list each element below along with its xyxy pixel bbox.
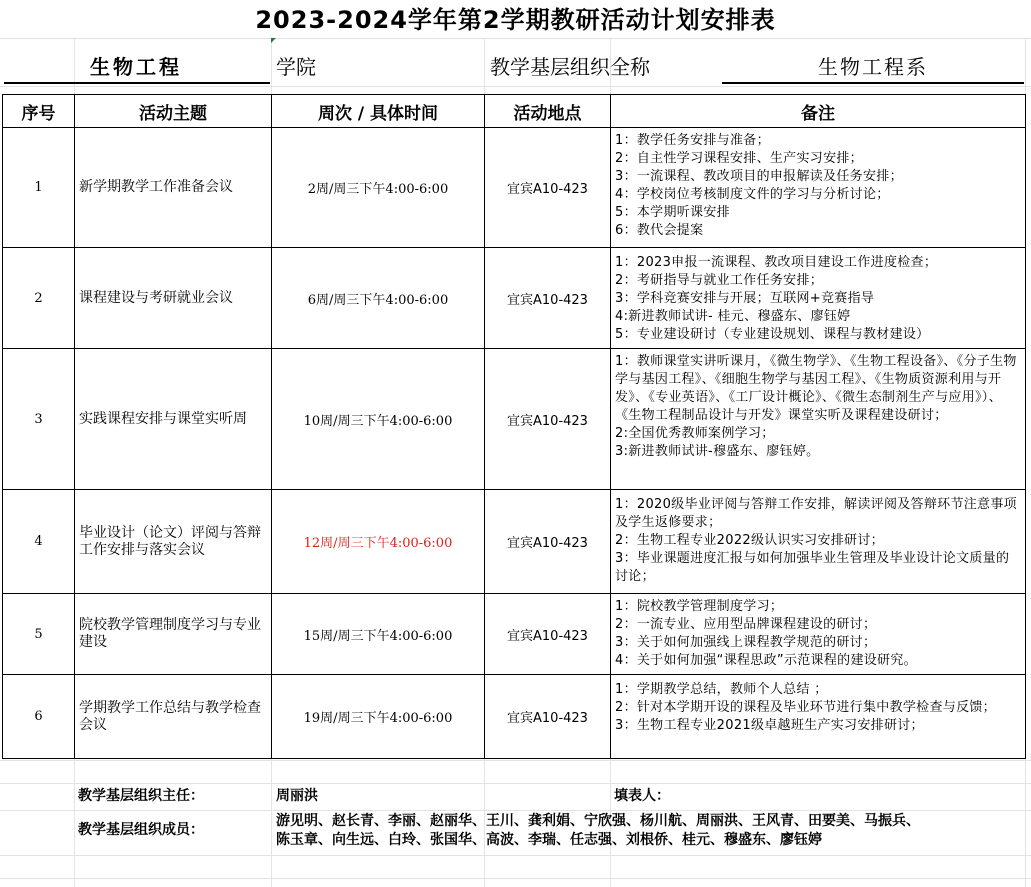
row-time: 6周/周三下午4:00-6:00 bbox=[272, 248, 485, 349]
row-topic: 毕业设计（论文）评阅与答辩工作安排与落实会议 bbox=[75, 490, 272, 594]
note-line: 3：生物工程专业2021级卓越班生产实习安排研讨； bbox=[615, 718, 924, 733]
note-line: 2：自主性学习课程安排、生产实习安排； bbox=[615, 151, 863, 166]
row-notes bbox=[611, 675, 1026, 759]
note-line: 4：关于如何加强“课程思政”示范课程的建设研究。 bbox=[615, 653, 917, 668]
note-line: 3:新进教师试讲-穆盛东、廖钰婷。 bbox=[615, 444, 820, 459]
row-no: 4 bbox=[3, 490, 75, 594]
note-line: 2：一流专业、应用型品牌课程建设的研讨； bbox=[615, 617, 877, 632]
table-row bbox=[3, 675, 1026, 759]
members-label: 教学基层组织成员： bbox=[78, 822, 204, 838]
table-row bbox=[3, 248, 1026, 349]
col-header-no: 序号 bbox=[3, 95, 75, 128]
org-value-cell bbox=[722, 52, 1024, 84]
note-line: 1：教师课堂实讲听课月，《微生物学》、《生物工程设备》、《分子生物学与基因工程》、《细胞生物学与基因工程》、《生物质资源利用与开发》、《专业英语》、《工厂设计概论》、《微生态制剂生产与应用》）、《生物工程制品设计与开发》课堂实听及课程建设研讨； bbox=[615, 354, 1017, 423]
note-line: 2：针对本学期开设的课程及毕业环节进行集中教学检查与反馈； bbox=[615, 700, 996, 715]
sheet-title: 2023-2024学年第2学期教研活动计划安排表 bbox=[255, 6, 776, 34]
row-location: 宜宾A10-423 bbox=[485, 248, 611, 349]
col-header-notes: 备注 bbox=[611, 95, 1026, 128]
note-line: 1：2020级毕业评阅与答辩工作安排，解读评阅及答辩环节注意事项及学生返修要求； bbox=[615, 497, 1017, 530]
note-line: 1：2023申报一流课程、教改项目建设工作进度检查； bbox=[615, 255, 938, 270]
row-topic: 学期教学工作总结与教学检查会议 bbox=[75, 675, 272, 759]
note-line: 4：学校岗位考核制度文件的学习与分析讨论； bbox=[615, 187, 890, 202]
note-line: 3：关于如何加强线上课程教学规范的研讨； bbox=[615, 635, 877, 650]
col-header-topic: 活动主题 bbox=[75, 95, 272, 128]
row-topic: 新学期教学工作准备会议 bbox=[75, 128, 272, 248]
note-line: 5：专业建设研讨（专业建设规划、课程与教材建设） bbox=[615, 327, 930, 342]
row-notes bbox=[611, 128, 1026, 248]
members-list-line1: 游见明、赵长青、李丽、赵丽华、王川、龚利娟、宁欣强、杨川航、周丽洪、王风青、田要美、马振兵、 bbox=[276, 813, 920, 829]
note-line: 2：生物工程专业2022级认识实习安排研讨； bbox=[615, 533, 884, 548]
col-header-location: 活动地点 bbox=[485, 95, 611, 128]
org-label: 教学基层组织全称 bbox=[490, 55, 650, 79]
row-no: 6 bbox=[3, 675, 75, 759]
table-header-row bbox=[3, 95, 1026, 128]
note-line: 6：教代会提案 bbox=[615, 223, 704, 238]
col-header-time: 周次 / 具体时间 bbox=[272, 95, 485, 128]
row-notes bbox=[611, 349, 1026, 490]
row-topic: 院校教学管理制度学习与专业建设 bbox=[75, 594, 272, 675]
college-label: 学院 bbox=[276, 55, 316, 79]
row-time: 19周/周三下午4:00-6:00 bbox=[272, 675, 485, 759]
row-location: 宜宾A10-423 bbox=[485, 594, 611, 675]
row-no: 2 bbox=[3, 248, 75, 349]
row-time-highlighted: 12周/周三下午4:00-6:00 bbox=[272, 490, 485, 594]
note-line: 1：学期教学总结，教师个人总结 ； bbox=[615, 682, 828, 697]
row-topic: 课程建设与考研就业会议 bbox=[75, 248, 272, 349]
row-location: 宜宾A10-423 bbox=[485, 349, 611, 490]
note-line: 3：学科竞赛安排与开展；互联网+竞赛指导 bbox=[615, 291, 875, 306]
row-location: 宜宾A10-423 bbox=[485, 675, 611, 759]
director-label: 教学基层组织主任： bbox=[78, 788, 204, 804]
table-row bbox=[3, 594, 1026, 675]
note-line: 1：院校教学管理制度学习； bbox=[615, 599, 784, 614]
note-line: 2:全国优秀教师案例学习； bbox=[615, 426, 775, 441]
filler-label: 填表人： bbox=[614, 788, 670, 804]
note-line: 5：本学期听课安排 bbox=[615, 205, 730, 220]
table-row bbox=[3, 490, 1026, 594]
row-time: 10周/周三下午4:00-6:00 bbox=[272, 349, 485, 490]
table-row bbox=[3, 349, 1026, 490]
row-time: 2周/周三下午4:00-6:00 bbox=[272, 128, 485, 248]
note-line: 4:新进教师试讲- 桂元、穆盛东、廖钰婷 bbox=[615, 309, 851, 324]
note-line: 2：考研指导与就业工作任务安排； bbox=[615, 273, 824, 288]
director-name: 周丽洪 bbox=[276, 788, 318, 804]
note-line: 3：一流课程、教改项目的申报解读及任务安排； bbox=[615, 169, 903, 184]
activity-table bbox=[2, 94, 1026, 759]
row-notes bbox=[611, 594, 1026, 675]
row-no: 3 bbox=[3, 349, 75, 490]
note-line: 1：教学任务安排与准备； bbox=[615, 133, 770, 148]
row-no: 1 bbox=[3, 128, 75, 248]
row-time: 15周/周三下午4:00-6:00 bbox=[272, 594, 485, 675]
row-notes bbox=[611, 248, 1026, 349]
table-row bbox=[3, 128, 1026, 248]
college-value-cell bbox=[4, 52, 270, 84]
row-location: 宜宾A10-423 bbox=[485, 490, 611, 594]
row-location: 宜宾A10-423 bbox=[485, 128, 611, 248]
cell-marker-icon bbox=[271, 38, 276, 43]
row-notes bbox=[611, 490, 1026, 594]
org-value: 生物工程系 bbox=[818, 55, 928, 79]
college-value: 生物工程 bbox=[90, 55, 182, 79]
row-no: 5 bbox=[3, 594, 75, 675]
note-line: 3：毕业课题进度汇报与如何加强毕业生管理及毕业设计论文质量的讨论； bbox=[615, 551, 1010, 584]
members-list-line2: 陈玉章、向生远、白玲、张国华、高波、李瑞、任志强、刘根侨、桂元、穆盛东、廖钰婷 bbox=[276, 832, 822, 848]
row-topic: 实践课程安排与课堂实听周 bbox=[75, 349, 272, 490]
